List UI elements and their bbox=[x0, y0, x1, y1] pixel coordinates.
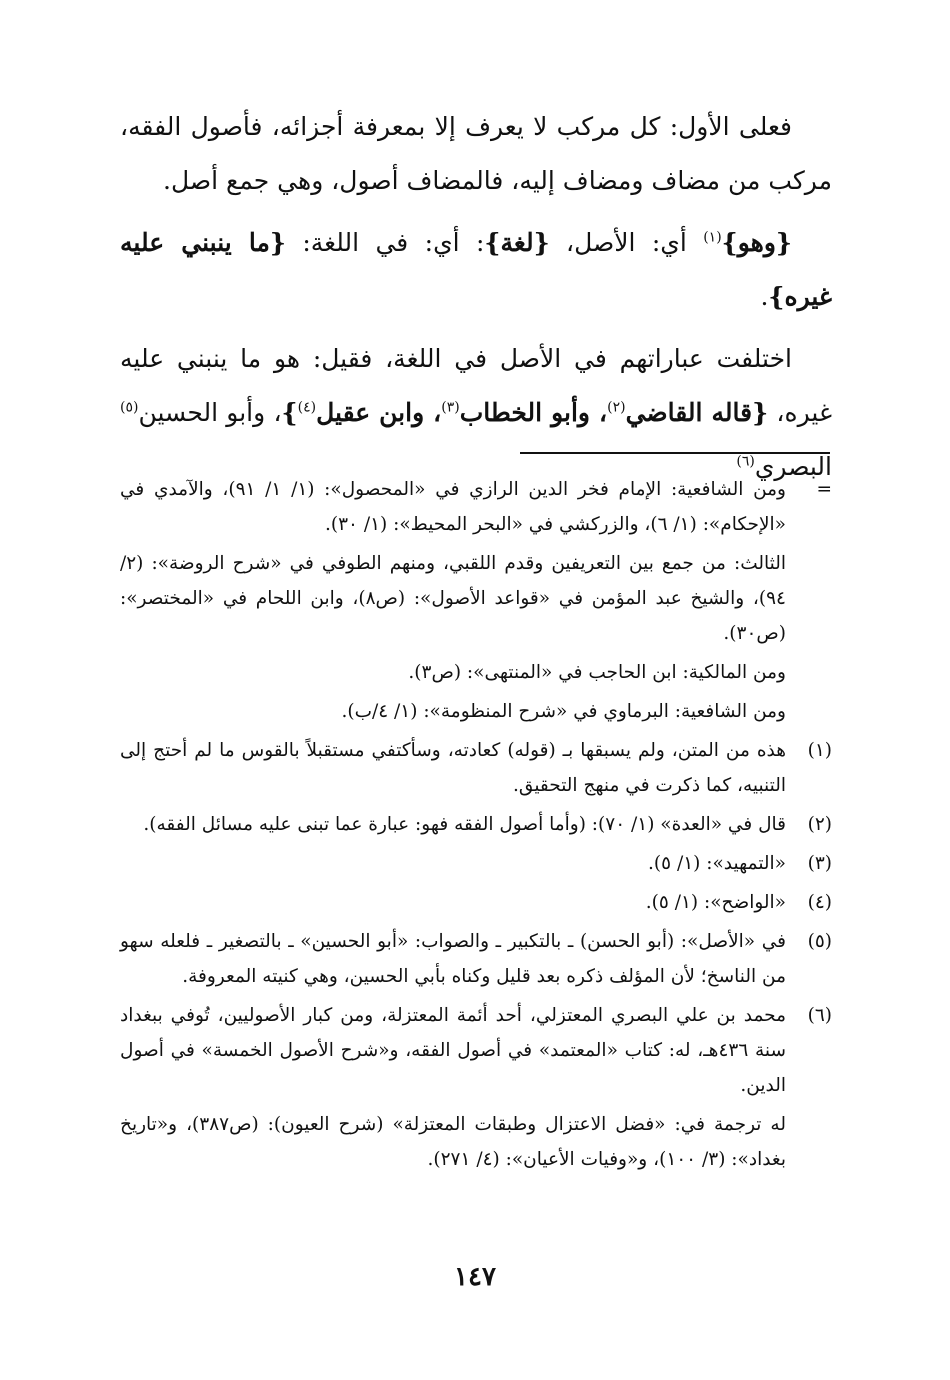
footnote-mark bbox=[786, 1107, 832, 1177]
footnote bbox=[120, 998, 832, 1103]
punctuation: . bbox=[760, 282, 769, 311]
footnote-text: «الواضح»: (١/ ٥). bbox=[645, 892, 786, 913]
matn-lughatan: {لغة} bbox=[484, 228, 550, 257]
gloss-text: البصري bbox=[754, 452, 832, 481]
matn-ibn-aqil: ، وابن عقيل bbox=[316, 398, 442, 427]
footnote bbox=[120, 846, 832, 881]
footnote-text: له ترجمة في: «فضل الاعتزال وطبقات المعتزلة» (شرح العيون): (ص٣٨٧)، و«تاريخ بغداد»: (٣/ ١٠٠)، و«وفيات الأعيان»: (٤/ ٢٧١). bbox=[120, 1114, 786, 1170]
footnote-mark: (٥) bbox=[807, 931, 832, 952]
footnote-text: ومن الشافعية: الإمام فخر الدين الرازي في «المحصول»: (١/ ١/ ٩١)، والآمدي في «الإحكام»: (١/ ٦)، والزركشي في «البحر المحيط»: (١/ ٣٠). bbox=[120, 479, 786, 535]
footnote bbox=[120, 807, 832, 842]
footnote bbox=[120, 733, 832, 803]
footnote-ref-6: (٦) bbox=[736, 453, 755, 470]
paragraph-2 bbox=[120, 216, 832, 324]
footnote-text: في «الأصل»: (أبو الحسن) ـ بالتكبير ـ والصواب: «أبو الحسين» ـ بالتصغير ـ فلعله سهو من الناسخ؛ لأن المؤلف ذكره بعد قليل وكناه بأبي الحسين، وهي كنيته المعروفة. bbox=[120, 931, 786, 987]
footnote bbox=[120, 472, 832, 542]
footnote-mark bbox=[786, 694, 832, 729]
gloss-text: اختلفت عباراتهم في الأصل في اللغة، فقيل: هو ما ينبني عليه غيره، bbox=[120, 344, 833, 427]
main-text bbox=[120, 100, 832, 502]
footnote-ref-3: (٣) bbox=[441, 399, 460, 416]
footnote-mark: (١) bbox=[807, 740, 832, 761]
footnote-mark: = bbox=[816, 479, 832, 500]
footnote bbox=[120, 546, 832, 651]
footnote-ref-4: (٤) bbox=[297, 399, 317, 416]
footnote-text: هذه من المتن، ولم يسبقها بـ (قوله) كعادته، وسأكتفي مستقبلاً بالقوس ما لم أحتج إلى التنبيه، كما ذكرت في منهج التحقيق. bbox=[120, 740, 786, 796]
footnotes bbox=[120, 472, 832, 1181]
footnote-text: محمد بن علي البصري المعتزلي، أحد أئمة المعتزلة، ومن كبار الأصوليين، تُوفي ببغداد سنة ٤٣٦هـ، له: كتاب «المعتمد» في أصول الفقه، و«شرح الأصول الخمسة» في أصول الدين. bbox=[120, 1005, 786, 1096]
gloss-text: أي: الأصل، bbox=[549, 228, 704, 257]
footnote-ref-2: (٢) bbox=[607, 399, 626, 416]
footnote bbox=[120, 924, 832, 994]
paragraph-3 bbox=[120, 332, 832, 494]
gloss-text: ، وأبو الحسين bbox=[138, 398, 282, 427]
matn-brace-close: } bbox=[281, 398, 298, 427]
paragraph-1: فعلى الأول: كل مركب لا يعرف إلا بمعرفة أجزائه، فأصول الفقه، مركب من مضاف ومضاف إليه، فالمضاف أصول، وهي جمع أصل. bbox=[120, 112, 832, 195]
matn-abu-alkhattab: ، وأبو الخطاب bbox=[459, 398, 608, 427]
footnote-mark: (٣) bbox=[807, 853, 832, 874]
matn-definition: {ما ينبني عليه غيره} bbox=[120, 228, 832, 311]
footnote bbox=[120, 694, 832, 729]
footnote-text: «التمهيد»: (١/ ٥). bbox=[648, 853, 786, 874]
footnote bbox=[120, 655, 832, 690]
gloss-text: : أي: في اللغة: bbox=[285, 228, 485, 257]
footnote-text: ومن المالكية: ابن الحاجب في «المنتهى»: (ص٣). bbox=[408, 662, 786, 683]
footnote-text: الثالث: من جمع بين التعريفين وقدم اللقبي، ومنهم الطوفي في «شرح الروضة»: (٢/ ٩٤)، والشيخ عبد المؤمن في «قواعد الأصول»: (ص٨)، وابن اللحام في «المختصر»: (ص٣٠). bbox=[120, 553, 786, 644]
footnote-text: ومن الشافعية: البرماوي في «شرح المنظومة»: (١/ ٤/ب). bbox=[341, 701, 786, 722]
footnote-mark: (٤) bbox=[807, 892, 832, 913]
matn-wahuwa: {وهو} bbox=[721, 228, 792, 257]
footnote bbox=[120, 1107, 832, 1177]
footnote-text: قال في «العدة» (١/ ٧٠): (وأما أصول الفقه فهو: عبارة عما تبنى عليه مسائل الفقه). bbox=[143, 814, 786, 835]
footnote-ref-1: (١) bbox=[703, 229, 722, 246]
footnote-mark bbox=[786, 546, 832, 651]
footnote-ref-5: (٥) bbox=[120, 399, 139, 416]
footnote-mark: (٦) bbox=[807, 1005, 832, 1026]
footnote bbox=[120, 885, 832, 920]
footnote-mark: (٢) bbox=[807, 814, 832, 835]
footnote-separator bbox=[520, 452, 830, 454]
matn-qalahu: {قاله القاضي bbox=[625, 398, 769, 427]
page-number: ١٤٧ bbox=[454, 1262, 496, 1292]
footnote-mark bbox=[786, 655, 832, 690]
